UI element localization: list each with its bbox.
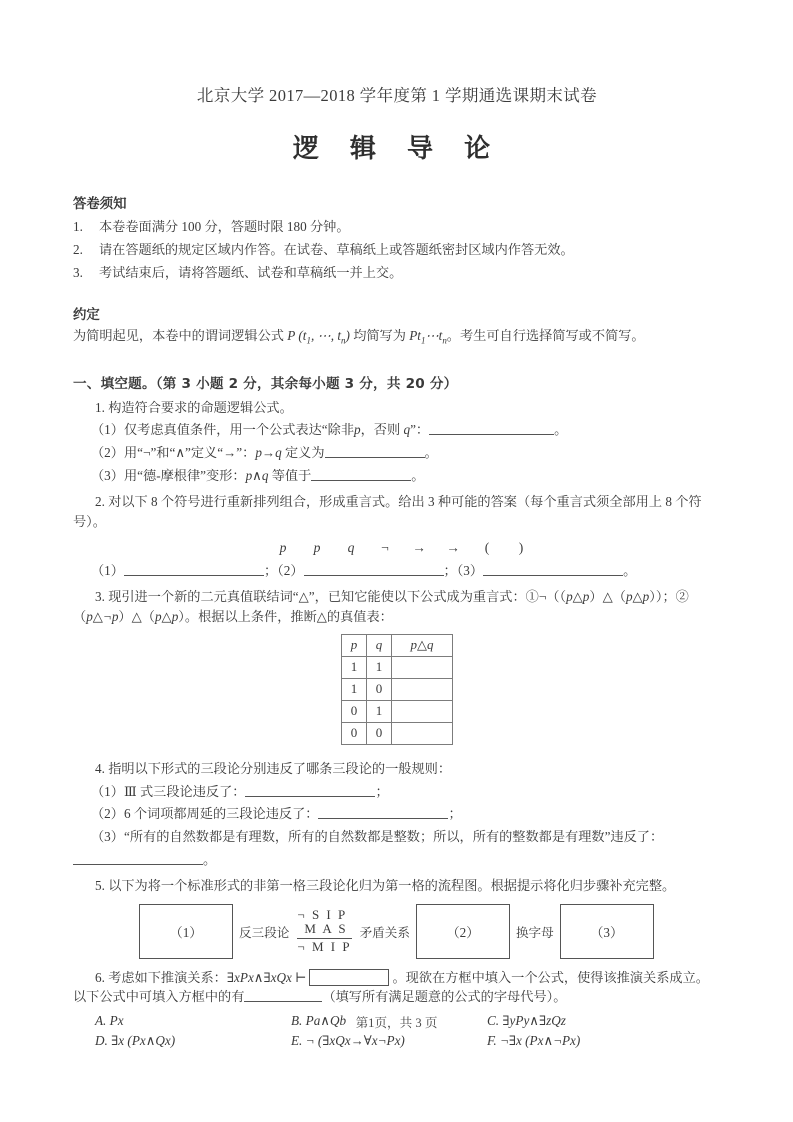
q6-text-b: 。现欲在方框中填入一个公式，使得该推演关系成立。以下公式中可填入方框中的有 bbox=[73, 969, 709, 1005]
q6-text-a: 6. 考虑如下推演关系： bbox=[95, 969, 227, 985]
convention-formula-sub2: n bbox=[341, 336, 346, 346]
answer-blank[interactable] bbox=[73, 851, 203, 865]
q3-formula-4: p△p bbox=[154, 608, 179, 624]
q1-s3-formula: p∧q bbox=[245, 467, 269, 483]
question-5-stem: 5. 以下为将一个标准形式的非第一格三段论化归为第一格的流程图。根据提示将化归步骤补充完整。 bbox=[95, 877, 676, 893]
q3-formula-2: p△p bbox=[625, 589, 650, 605]
answer-blank[interactable] bbox=[311, 467, 411, 481]
q1-s3-text-a: （3）用“德-摩根律”变形： bbox=[91, 467, 246, 483]
q2-sep-1: ；（2） bbox=[263, 563, 304, 579]
cell-q: 0 bbox=[367, 722, 392, 744]
answer-blank[interactable] bbox=[318, 806, 448, 820]
q2-label-1: （1） bbox=[91, 563, 124, 579]
answer-blank[interactable] bbox=[124, 563, 264, 577]
column-header-p: p bbox=[342, 634, 367, 656]
symbol-item: → bbox=[446, 540, 460, 556]
convention-formula-sub1: 1 bbox=[306, 336, 311, 346]
syllogism-form bbox=[295, 908, 353, 953]
notice-text: 请在答题纸的规定区域内作答。在试卷、草稿纸上或答题纸密封区域内作答无效。 bbox=[99, 241, 574, 257]
convention-short-mid: ⋯t bbox=[425, 328, 443, 344]
notice-text: 考试结束后，请将答题纸、试卷和草稿纸一并上交。 bbox=[99, 265, 403, 281]
question-6-stem bbox=[73, 968, 721, 1008]
flowchart bbox=[73, 904, 721, 959]
q3-text-c: ））；②（ bbox=[73, 589, 689, 624]
symbol-item: q bbox=[347, 540, 355, 556]
syllogism-conclusion: ¬ M I P bbox=[297, 938, 352, 954]
symbol-item: p bbox=[313, 540, 321, 556]
option-row bbox=[95, 1033, 721, 1049]
course-title: 逻 辑 导 论 bbox=[292, 134, 502, 164]
page-content bbox=[73, 0, 721, 1049]
answer-blank[interactable] bbox=[325, 445, 425, 459]
convention-text bbox=[73, 327, 721, 347]
syllogism-line-1: ¬ S I P bbox=[297, 907, 348, 923]
q1-s1-end: 。 bbox=[554, 422, 568, 438]
q3-formula-3: p△¬p bbox=[86, 608, 119, 624]
convention-short-sub2: n bbox=[442, 336, 447, 346]
notice-number: 3. bbox=[73, 265, 83, 281]
table-header-row bbox=[342, 634, 453, 656]
flow-label-maodun-guanxi: 矛盾关系 bbox=[359, 924, 410, 940]
table-row bbox=[342, 700, 453, 722]
question-4-sub-2 bbox=[73, 804, 721, 824]
q6-formula: ∃xPx∧∃xQx ⊢ bbox=[226, 969, 307, 985]
convention-formula-close: ) bbox=[345, 328, 350, 344]
cell-result[interactable] bbox=[392, 700, 453, 722]
symbol-item: ) bbox=[518, 540, 524, 556]
q4-s2-end: ； bbox=[448, 806, 462, 822]
q4-s1-text: （1）Ⅲ 式三段论违反了： bbox=[91, 783, 246, 799]
notice-item bbox=[73, 241, 721, 259]
q1-s1-text-c: ”： bbox=[410, 422, 430, 438]
q6-text-c: （填写所有满足题意的公式的字母代号）。 bbox=[322, 989, 567, 1005]
cell-p: 1 bbox=[342, 678, 367, 700]
flow-label-huan-zimu: 换字母 bbox=[515, 924, 554, 940]
question-2-answers bbox=[73, 561, 721, 581]
question-3-stem bbox=[73, 587, 721, 627]
convention-heading: 约定 bbox=[73, 308, 100, 324]
cell-q: 1 bbox=[367, 700, 392, 722]
page-footer: 第1页，共 3 页 bbox=[355, 1016, 438, 1030]
question-4-sub-3 bbox=[73, 827, 721, 847]
part1-heading: 一、填空题。（第 3 小题 2 分，其余每小题 3 分，共 20 分） bbox=[73, 375, 458, 392]
option-d[interactable]: D. ∃x (Px∧Qx) bbox=[95, 1033, 176, 1049]
notices-heading: 答卷须知 bbox=[73, 197, 127, 212]
option-c[interactable]: C. ∃yPy∧∃zQz bbox=[487, 1013, 566, 1029]
symbol-item: ( bbox=[484, 540, 490, 556]
answer-blank[interactable] bbox=[429, 422, 554, 436]
convention-short: Pt bbox=[409, 328, 421, 344]
q3-text-d: ）△（ bbox=[118, 608, 155, 624]
q3-text-b: ）△（ bbox=[589, 589, 626, 605]
symbol-item: → bbox=[412, 540, 426, 556]
question-1-sub-1 bbox=[73, 420, 721, 440]
cell-p: 1 bbox=[342, 656, 367, 678]
table-row bbox=[342, 722, 453, 744]
flow-box-2[interactable]: （2） bbox=[416, 904, 510, 959]
page-title: 北京大学 2017—2018 学年度第 1 学期通选课期末试卷 bbox=[196, 86, 598, 105]
column-header-result: p△q bbox=[392, 634, 453, 656]
truth-table bbox=[341, 634, 453, 745]
question-1-stem: 1. 构造符合要求的命题逻辑公式。 bbox=[95, 399, 293, 415]
q1-s3-end: 。 bbox=[411, 467, 425, 483]
convention-text-c: 。考生可自行选择简写或不简写。 bbox=[446, 328, 645, 344]
question-4-sub-3-blank bbox=[73, 850, 721, 870]
option-a[interactable]: A. Px bbox=[95, 1013, 124, 1029]
answer-blank[interactable] bbox=[245, 783, 375, 797]
notice-text: 本卷卷面满分 100 分，答题时限 180 分钟。 bbox=[99, 218, 350, 234]
q1-s3-text-b: 等值于 bbox=[268, 467, 312, 483]
notice-item bbox=[73, 264, 721, 282]
convention-formula-mid: , ⋯, t bbox=[310, 328, 341, 344]
answer-blank[interactable] bbox=[244, 989, 322, 1003]
q1-s2-formula: p→q bbox=[255, 445, 282, 461]
option-f[interactable]: F. ¬∃x (Px∧¬Px) bbox=[487, 1033, 581, 1049]
truth-table-wrapper bbox=[73, 634, 721, 745]
formula-input-box[interactable] bbox=[309, 969, 389, 986]
question-1-sub-2 bbox=[73, 443, 721, 463]
q1-s1-var-p: p bbox=[354, 422, 361, 438]
table-row bbox=[342, 678, 453, 700]
option-b[interactable]: B. Pa∧Qb bbox=[291, 1013, 347, 1029]
question-2-stem: 2. 对以下 8 个符号进行重新排列组合，形成重言式。给出 3 种可能的答案（每个重言式须全部用上 8 个符号）。 bbox=[73, 493, 702, 529]
symbol-item: ¬ bbox=[381, 540, 389, 556]
notice-number: 1. bbox=[73, 218, 83, 234]
option-e[interactable]: E. ¬ (∃xQx→∀x¬Px) bbox=[291, 1033, 405, 1049]
q4-s3-end: 。 bbox=[203, 851, 217, 867]
q2-end: 。 bbox=[623, 563, 637, 579]
q1-s1-text-b: ，否则 bbox=[360, 422, 404, 438]
cell-p: 0 bbox=[342, 700, 367, 722]
notice-item bbox=[73, 218, 721, 236]
q4-s3-text: （3）“所有的自然数都是有理数，所有的自然数都是整数；所以，所有的整数都是有理数”违反了： bbox=[91, 829, 664, 845]
flow-box-1[interactable]: （1） bbox=[139, 904, 233, 959]
q3-text-e: ）。根据以上条件，推断△的真值表： bbox=[178, 608, 393, 624]
q2-sep-2: ；（3） bbox=[443, 563, 484, 579]
table-row bbox=[342, 656, 453, 678]
q4-s1-end: ； bbox=[375, 783, 389, 799]
question-1-sub-3 bbox=[73, 466, 721, 486]
syllogism-premises bbox=[297, 908, 351, 938]
flow-label-fan-sanduanlun: 反三段论 bbox=[239, 924, 290, 940]
column-header-q: q bbox=[367, 634, 392, 656]
q1-s1-text-a: （1）仅考虑真值条件，用一个公式表达“除非 bbox=[91, 422, 355, 438]
q4-s2-text: （2）6 个词项都周延的三段论违反了： bbox=[91, 806, 319, 822]
q1-s2-text-a: （2）用“¬”和“∧”定义“→”： bbox=[91, 445, 256, 461]
cell-q: 1 bbox=[367, 656, 392, 678]
question-4-stem: 4. 指明以下形式的三段论分别违反了哪条三段论的一般规则： bbox=[95, 760, 452, 776]
q3-formula-1: p△p bbox=[566, 589, 590, 605]
q3-text-a: 3. 现引进一个新的二元真值联结词“△”，已知它能使以下公式成为重言式：①¬（（ bbox=[95, 589, 567, 605]
syllogism-line-2: M A S bbox=[304, 921, 348, 937]
notice-number: 2. bbox=[73, 241, 83, 257]
cell-result[interactable] bbox=[392, 656, 453, 678]
convention-text-b: 均简写为 bbox=[349, 328, 410, 344]
answer-blank[interactable] bbox=[483, 563, 623, 577]
cell-q: 0 bbox=[367, 678, 392, 700]
convention-formula: P (t bbox=[287, 328, 307, 344]
q1-s2-end: 。 bbox=[424, 445, 438, 461]
flow-box-3[interactable]: （3） bbox=[560, 904, 654, 959]
q1-s1-var-q: q bbox=[403, 422, 411, 438]
cell-result[interactable] bbox=[392, 722, 453, 744]
q1-s2-text-b: 定义为 bbox=[281, 445, 325, 461]
symbol-item: p bbox=[279, 540, 287, 556]
question-4-sub-1 bbox=[73, 782, 721, 802]
convention-short-sub1: 1 bbox=[420, 336, 426, 346]
cell-p: 0 bbox=[342, 722, 367, 744]
question-2-symbols bbox=[73, 540, 721, 556]
cell-result[interactable] bbox=[392, 678, 453, 700]
answer-blank[interactable] bbox=[304, 563, 444, 577]
convention-text-a: 为简明起见，本卷中的谓词逻辑公式 bbox=[73, 328, 288, 344]
